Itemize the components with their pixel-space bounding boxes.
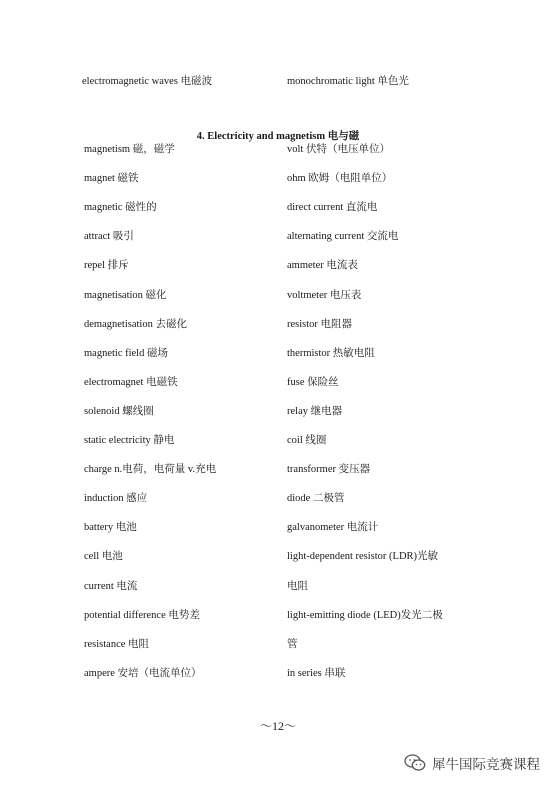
term-left-17: resistance 电阻 — [84, 639, 150, 650]
term-left-5: magnetisation 磁化 — [84, 290, 167, 301]
page-number: ～12～ — [259, 719, 296, 733]
term-left-8: electromagnet 电磁铁 — [84, 377, 178, 388]
term-right-12: diode 二极管 — [287, 493, 345, 504]
term-right-8: fuse 保险丝 — [287, 377, 339, 388]
term-right-0: volt 伏特（电压单位） — [287, 144, 390, 155]
term-left-2: magnetic 磁性的 — [84, 202, 157, 213]
term-left-18: ampere 安培（电流单位） — [84, 668, 202, 679]
top-term-right: monochromatic light 单色光 — [287, 76, 409, 87]
term-right-4: ammeter 电流表 — [287, 260, 358, 271]
term-left-15: current 电流 — [84, 581, 138, 592]
term-left-16: potential difference 电势差 — [84, 610, 200, 621]
term-left-13: battery 电池 — [84, 522, 137, 533]
term-left-4: repel 排斥 — [84, 260, 129, 271]
term-right-1: ohm 欧姆（电阻单位） — [287, 173, 393, 184]
term-left-1: magnet 磁铁 — [84, 173, 139, 184]
term-right-11: transformer 变压器 — [287, 464, 371, 475]
term-right-17: 管 — [287, 639, 298, 650]
term-right-6: resistor 电阻器 — [287, 319, 353, 330]
term-right-16: light-emitting diode (LED)发光二极 — [287, 610, 443, 621]
term-left-6: demagnetisation 去磁化 — [84, 319, 187, 330]
term-left-7: magnetic field 磁场 — [84, 348, 168, 359]
term-right-9: relay 继电器 — [287, 406, 343, 417]
section-title: 4. Electricity and magnetism 电与磁 — [196, 131, 360, 142]
term-right-7: thermistor 热敏电阻 — [287, 348, 375, 359]
term-right-15: 电阻 — [287, 581, 308, 592]
term-right-10: coil 线圈 — [287, 435, 327, 446]
term-left-9: solenoid 螺线圈 — [84, 406, 154, 417]
wechat-icon — [404, 754, 426, 772]
term-left-14: cell 电池 — [84, 551, 123, 562]
term-right-13: galvanometer 电流计 — [287, 522, 379, 533]
term-left-0: magnetism 磁，磁学 — [84, 144, 175, 155]
term-right-14: light-dependent resistor (LDR)光敏 — [287, 551, 439, 562]
term-right-3: alternating current 交流电 — [287, 231, 399, 242]
term-right-2: direct current 直流电 — [287, 202, 378, 213]
top-term-left: electromagnetic waves 电磁波 — [82, 76, 213, 87]
term-left-10: static electricity 静电 — [84, 435, 175, 446]
watermark — [404, 754, 540, 772]
watermark-text: 犀牛国际竞赛课程 — [432, 757, 540, 773]
term-left-3: attract 吸引 — [84, 231, 134, 242]
term-right-18: in series 串联 — [287, 668, 346, 679]
term-left-12: induction 感应 — [84, 493, 148, 504]
term-right-5: voltmeter 电压表 — [287, 290, 362, 301]
term-left-11: charge n.电荷，电荷量 v.充电 — [84, 464, 217, 475]
